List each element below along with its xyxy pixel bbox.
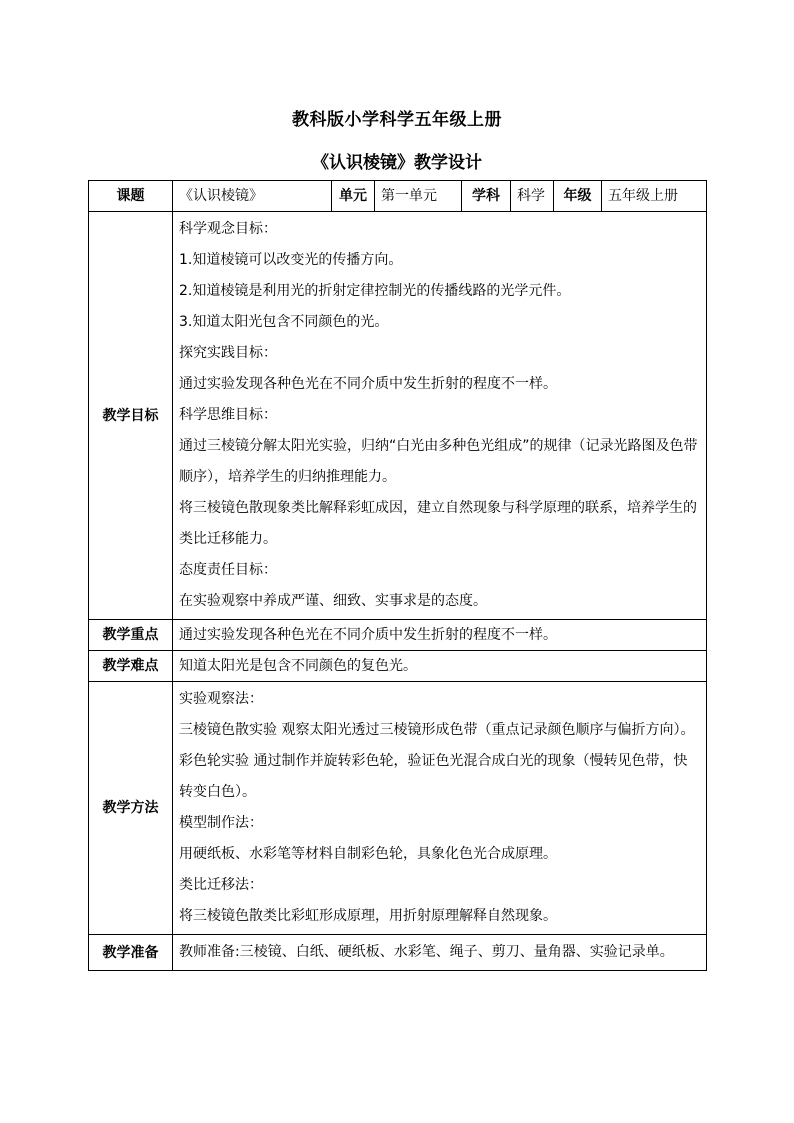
key-point-row: [89, 620, 707, 651]
objective-line: 科学思维目标：: [179, 407, 277, 423]
objectives-label: 教学目标: [89, 212, 173, 620]
unit-label: 单元: [332, 181, 375, 212]
objective-line: 1.知道棱镜可以改变光的传播方向。: [179, 252, 403, 268]
method-line: 彩色轮实验 通过制作并旋转彩色轮，验证色光混合成白光的现象（慢转见色带，快转变白色）。: [179, 753, 688, 800]
objective-line: 2.知道棱镜是利用光的折射定律控制光的传播线路的光学元件。: [179, 283, 571, 299]
method-line: 模型制作法：: [179, 815, 263, 831]
preparation-label: 教学准备: [89, 935, 173, 971]
preparation-value: 教师准备:三棱镜、白纸、硬纸板、水彩笔、绳子、剪刀、量角器、实验记录单。: [179, 944, 674, 960]
method-line: 三棱镜色散实验 观察太阳光透过三棱镜形成色带（重点记录颜色顺序与偏折方向）。: [179, 722, 695, 738]
difficulty-value: 知道太阳光是包含不同颜色的复色光。: [173, 651, 707, 682]
objectives-content: [173, 212, 707, 620]
topic-label: 课题: [89, 181, 173, 212]
objective-line: 通过实验发现各种色光在不同介质中发生折射的程度不一样。: [179, 376, 557, 392]
key-point-value: 通过实验发现各种色光在不同介质中发生折射的程度不一样。: [173, 620, 707, 651]
preparation-row: [89, 935, 707, 971]
objectives-row: [89, 212, 707, 620]
key-point-label: 教学重点: [89, 620, 173, 651]
topic-value: 《认识棱镜》: [173, 181, 332, 212]
objective-line: 探究实践目标：: [179, 345, 277, 361]
preparation-content: [173, 935, 707, 971]
objective-line: 在实验观察中养成严谨、细致、实事求是的态度。: [179, 593, 487, 609]
method-line: 类比迁移法：: [179, 877, 263, 893]
lesson-plan-table: [88, 180, 707, 971]
difficulty-row: [89, 651, 707, 682]
document-title: 教科版小学科学五年级上册: [292, 110, 502, 130]
unit-value: 第一单元: [375, 181, 462, 212]
difficulty-label: 教学难点: [89, 651, 173, 682]
info-row: [89, 181, 707, 212]
objective-line: 3.知道太阳光包含不同颜色的光。: [179, 314, 389, 330]
objective-line: 将三棱镜色散现象类比解释彩虹成因，建立自然现象与科学原理的联系，培养学生的类比迁移能力。: [179, 500, 697, 547]
methods-row: [89, 682, 707, 935]
objective-line: 态度责任目标：: [179, 562, 277, 578]
document-subtitle: 《认识棱镜》教学设计: [312, 153, 482, 173]
methods-content: [173, 682, 707, 935]
objective-line: 通过三棱镜分解太阳光实验，归纳“白光由多种色光组成”的规律（记录光路图及色带顺序），培养学生的归纳推理能力。: [179, 438, 698, 485]
objective-line: 科学观念目标：: [179, 221, 277, 237]
methods-label: 教学方法: [89, 682, 173, 935]
method-line: 用硬纸板、水彩笔等材料自制彩色轮，具象化色光合成原理。: [179, 846, 557, 862]
grade-label: 年级: [554, 181, 602, 212]
subject-label: 学科: [462, 181, 511, 212]
method-line: 将三棱镜色散类比彩虹形成原理，用折射原理解释自然现象。: [179, 908, 557, 924]
grade-value: 五年级上册: [602, 181, 707, 212]
method-line: 实验观察法：: [179, 691, 263, 707]
subject-value: 科学: [511, 181, 554, 212]
